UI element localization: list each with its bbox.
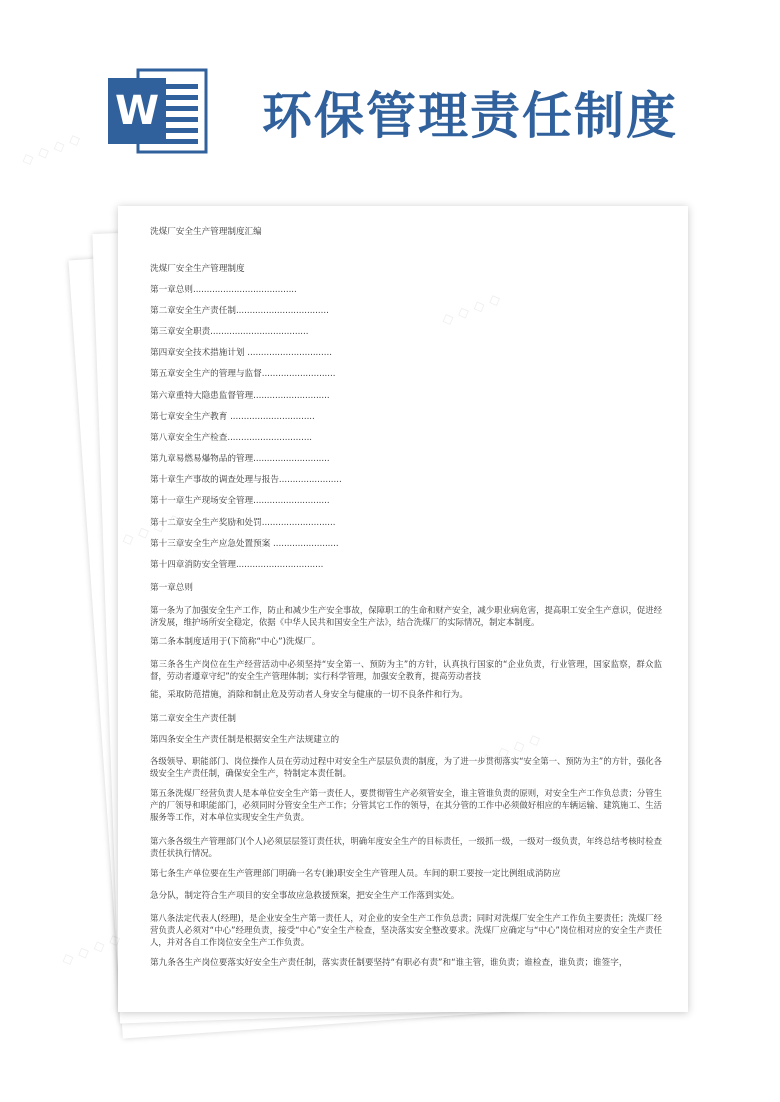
article-1: 第一条为了加强安全生产工作，防止和减少生产安全事故，保障职工的生命和财产安全，减少职业病危害，提高职工安全生产意识，促进经济发展，维护场所安全稳定，依据《中华人民共和国安全生产法》，结合洗煤厂的实际情况，制定本制度。 (150, 605, 662, 628)
article-3: 第三条各生产岗位在生产经营活动中必须坚持“安全第一、预防为主”的方针，认真执行国家的“企业负责，行业管理，国家监察，群众监督，劳动者遵章守纪”的安全生产管理体制；实行科学管理，加强安全教育，提高劳动者技 (150, 659, 662, 682)
document-page (118, 206, 688, 1012)
toc-item: 第十四章消防安全管理................................ (150, 560, 324, 570)
chapter-heading: 第一章总则 (150, 583, 193, 593)
article-4: 第四条安全生产责任制是根据安全生产法规建立的 (150, 735, 340, 745)
article-3-continued: 能，采取防范措施，消除和制止危及劳动者人身安全与健康的一切不良条件和行为。 (150, 690, 468, 700)
toc-item: 第七章安全生产教育 ............................... (150, 412, 315, 422)
toc-item: 第六章重特大隐患监督管理............................ (150, 391, 330, 401)
toc-item: 第十一章生产现场安全管理............................ (150, 496, 330, 506)
article-7-continued: 急分队，制定符合生产项目的安全事故应急救援预案，把安全生产工作落到实处。 (150, 891, 460, 901)
article-4-continued: 各级领导、职能部门、岗位操作人员在劳动过程中对安全生产层层负责的制度，为了进一步贯彻落实“安全第一、预防为主”的方针，强化各级安全生产责任制，确保安全生产，特制定本责任制。 (150, 756, 662, 779)
toc-item: 第五章安全生产的管理与监督........................... (150, 369, 336, 379)
page-title: 环保管理责任制度 (262, 87, 678, 145)
article-8: 第八条法定代表人(经理)，是企业安全生产第一责任人，对企业的安全生产工作负总责；同时对洗煤厂安全生产工作负主要责任；洗煤厂经营负责人必须对“中心”经理负责，接受“中心”安全生产检查，坚决落实安全整改要求。洗煤厂应确定与“中心”岗位相对应的安全生产责任人，并对各自工作岗位安全生产工作负责。 (150, 913, 662, 948)
toc-item: 第二章安全生产责任制.................................. (150, 306, 329, 316)
article-9: 第九条各生产岗位要落实好安全生产责任制，落实责任制要坚持“有职必有责”和“谁主管，谁负责；谁检查，谁负责；谁签字， (150, 958, 628, 968)
toc-item: 第十三章安全生产应急处置预案 ........................ (150, 539, 339, 549)
toc-item: 第三章安全职责.................................... (150, 327, 309, 337)
word-document-icon (108, 68, 208, 154)
article-7: 第七条生产单位要在生产管理部门明确一名专(兼)职安全生产管理人员。车间的职工要按一定比例组成消防应 (150, 869, 561, 879)
article-5: 第五条洗煤厂经营负责人是本单位安全生产第一责任人，要贯彻管生产必须管安全，谁主管谁负责的原则，对安全生产工作负总责；分管生产的厂领导和职能部门，必须同时分管安全生产工作；分管其它工作的领导，在其分管的工作中必须做好相应的车辆运输、建筑施工、生活服务等工作，对本单位实现安全生产负责。 (150, 788, 662, 823)
article-2: 第二条本制度适用于(下简称“中心”)洗煤厂。 (150, 637, 321, 647)
toc-item: 第八章安全生产检查............................... (150, 433, 313, 443)
toc-item: 第四章安全技术措施计划 ............................... (150, 348, 332, 358)
header (0, 0, 780, 190)
watermark: ◇ ◇ ◇ ◇ (58, 929, 123, 969)
watermark: ◇ ◇ ◇ ◇ (18, 129, 83, 169)
svg-text:W: W (114, 88, 160, 134)
article-6: 第六条各级生产管理部门(个人)必须层层签订责任状，明确年度安全生产的目标责任，一级抓一级，一级对一级负责，年终总结考核时检查责任状执行情况。 (150, 836, 662, 859)
toc-item: 第九章易燃易爆物品的管理............................ (150, 454, 330, 464)
toc-item: 第十章生产事故的调查处理与报告....................... (150, 475, 342, 485)
document-heading: 洗煤厂安全生产管理制度汇编 (150, 227, 262, 237)
toc-item: 第一章总则...................................... (150, 285, 297, 295)
document-subheading: 洗煤厂安全生产管理制度 (150, 264, 245, 274)
chapter-heading: 第二章安全生产责任制 (150, 714, 236, 724)
toc-item: 第十二章安全生产奖励和处罚........................... (150, 518, 336, 528)
